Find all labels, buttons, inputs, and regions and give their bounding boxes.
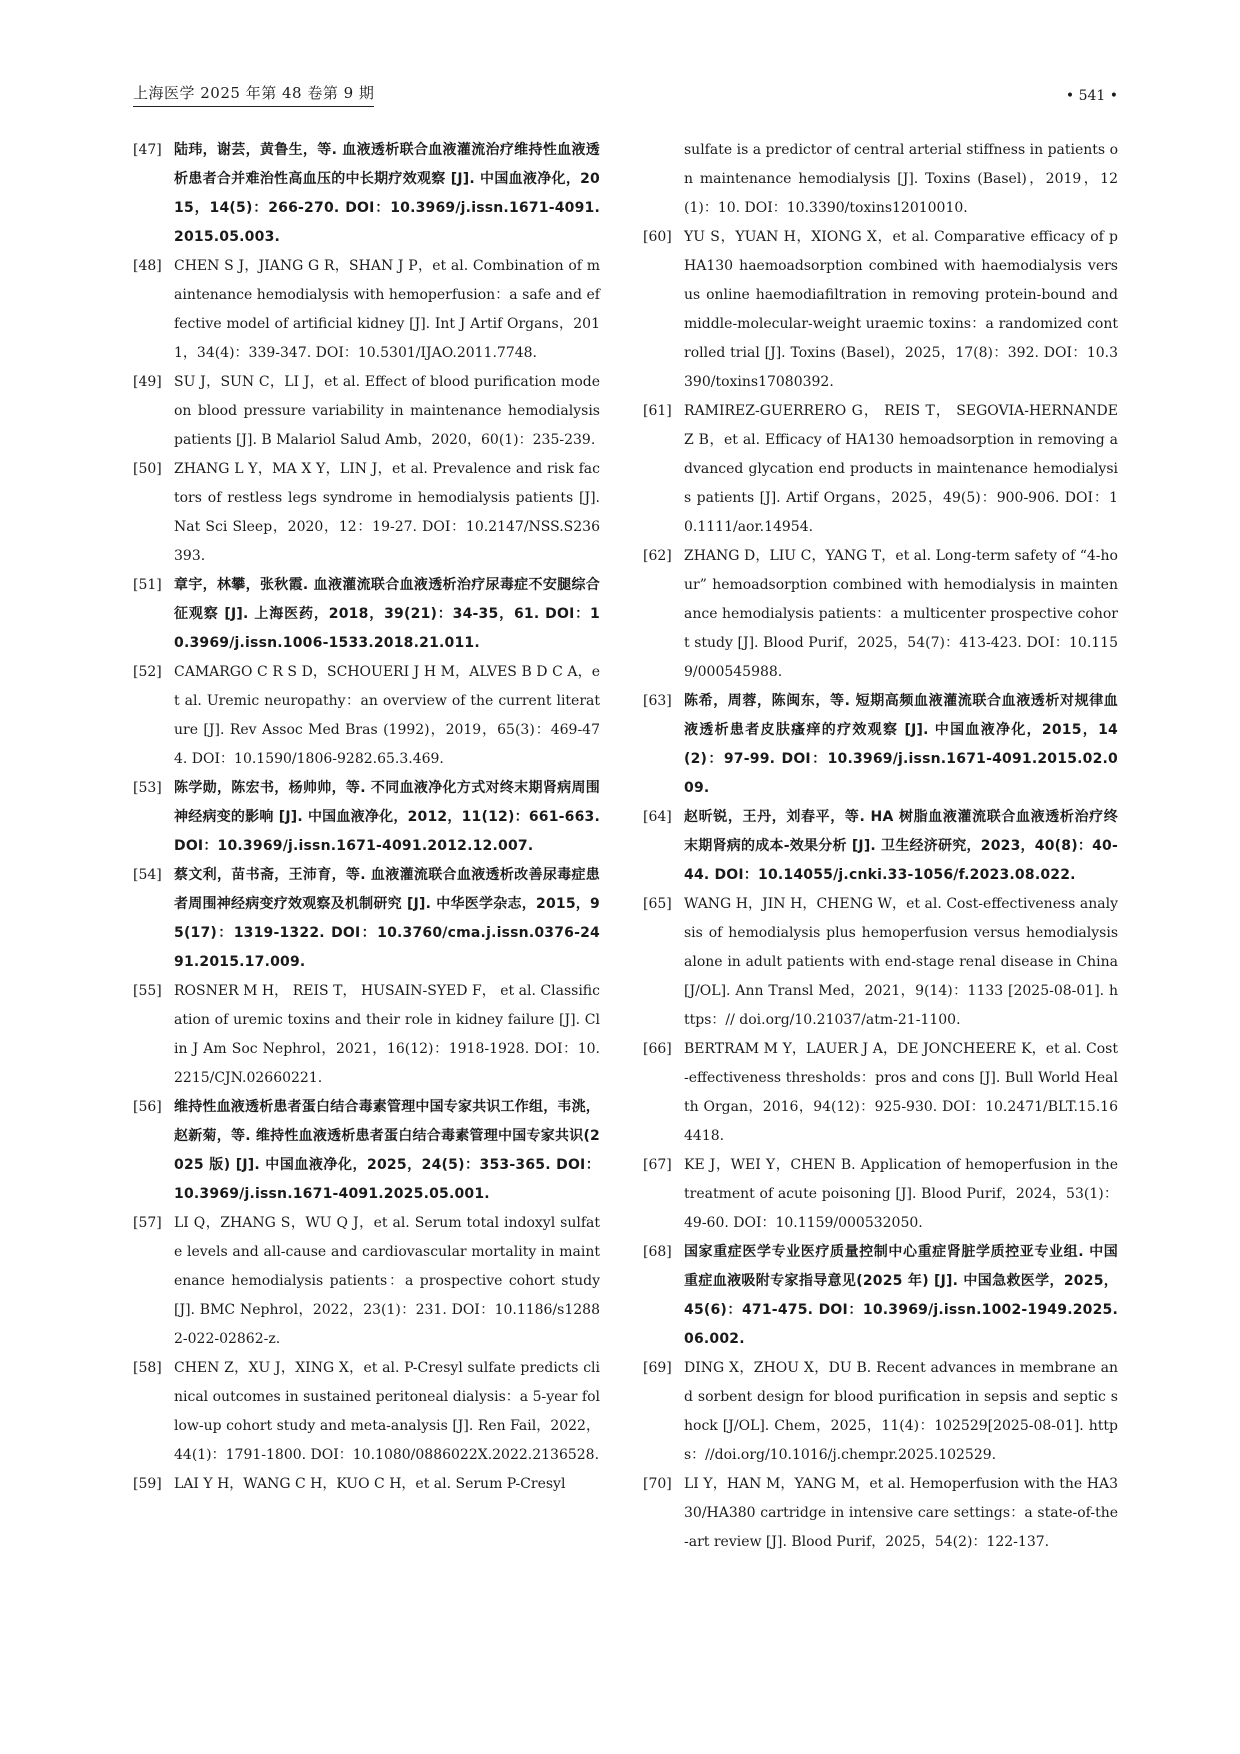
reference-item (133, 1354, 600, 1470)
reference-item (133, 1470, 600, 1499)
reference-number: [49] (133, 374, 162, 390)
reference-number: [67] (643, 1157, 672, 1173)
reference-item (133, 1093, 600, 1209)
reference-item (643, 687, 1118, 803)
reference-item (133, 977, 600, 1093)
reference-number: [70] (643, 1476, 672, 1492)
reference-number: [56] (133, 1099, 162, 1115)
reference-item (643, 397, 1118, 542)
reference-item (133, 136, 600, 252)
reference-text: LI Y，HAN M，YANG M，et al. Hemoperfusion with the HA330/HA380 cartridge in intensive care settings：a state-of-the-art review [J]. Blood Purif，2025，54(2)：122-137. (684, 1476, 1118, 1550)
reference-text: CHEN Z，XU J，XING X，et al. P-Cresyl sulfate predicts clinical outcomes in sustained peritoneal dialysis：a 5-year follow-up cohort study and meta-analysis [J]. Ren Fail，2022，44(1)：1791-1800. DOI：10.1080/0886022X.2022.2136528. (174, 1360, 600, 1463)
reference-text: DING X，ZHOU X，DU B. Recent advances in membrane and sorbent design for blood purification in sepsis and septic shock [J/OL]. Chem，2025，11(4)：102529[2025-08-01]. https：//doi.org/10.1016/j.chempr.2025.102529. (684, 1360, 1118, 1463)
reference-number: [59] (133, 1476, 162, 1492)
reference-text: LI Q，ZHANG S，WU Q J，et al. Serum total indoxyl sulfate levels and all-cause and cardiovascular mortality in maintenance hemodialysis patients：a prospective cohort study [J]. BMC Nephrol，2022，23(1)：231. DOI：10.1186/s12882-022-02862-z. (174, 1215, 600, 1347)
reference-number: [51] (133, 577, 162, 593)
reference-text: ZHANG L Y，MA X Y，LIN J，et al. Prevalence and risk factors of restless legs syndrome in hemodialysis patients [J]. Nat Sci Sleep，2020，12：19-27. DOI：10.2147/NSS.S236393. (174, 461, 600, 564)
reference-item (643, 1035, 1118, 1151)
reference-item (643, 1151, 1118, 1238)
reference-text: 陆玮，谢芸，黄鲁生，等. 血液透析联合血液灌流治疗维持性血液透析患者合并难治性高血压的中长期疗效观察 [J]. 中国血液净化，2015，14(5)：266-270. DOI：10.3969/j.issn.1671-4091.2015.05.003. (174, 142, 600, 245)
reference-text: BERTRAM M Y，LAUER J A，DE JONCHEERE K，et al. Cost-effectiveness thresholds：pros and cons [J]. Bull World Health Organ，2016，94(12)：925-930. DOI：10.2471/BLT.15.164418. (684, 1041, 1118, 1144)
reference-item (643, 1238, 1118, 1354)
reference-text: sulfate is a predictor of central arterial stiffness in patients on maintenance hemodialysis [J]. Toxins (Basel)，2019，12(1)：10. DOI：10.3390/toxins12010010. (684, 142, 1118, 216)
reference-number: [69] (643, 1360, 672, 1376)
reference-item (643, 542, 1118, 687)
reference-text: CHEN S J，JIANG G R，SHAN J P，et al. Combination of maintenance hemodialysis with hemoperfusion：a safe and effective model of artificial kidney [J]. Int J Artif Organs，2011，34(4)：339-347. DOI：10.5301/IJAO.2011.7748. (174, 258, 600, 361)
reference-number: [62] (643, 548, 672, 564)
reference-number: [64] (643, 809, 672, 825)
reference-item (643, 223, 1118, 397)
reference-text: ZHANG D，LIU C，YANG T，et al. Long-term safety of “4-hour” hemoadsorption combined with hemodialysis in maintenance hemodialysis patients：a multicenter prospective cohort study [J]. Blood Purif，2025，54(7)：413-423. DOI：10.1159/000545988. (684, 548, 1118, 680)
reference-text: WANG H，JIN H，CHENG W，et al. Cost-effectiveness analysis of hemodialysis plus hemoperfusion versus hemodialysis alone in adult patients with end-stage renal disease in China[J/OL]. Ann Transl Med，2021，9(14)：1133 [2025-08-01]. https：// doi.org/10.21037/atm-21-1100. (684, 896, 1118, 1028)
reference-text: RAMIREZ-GUERRERO G， REIS T， SEGOVIA-HERNANDEZ B，et al. Efficacy of HA130 hemoadsorption in removing advanced glycation end products in maintenance hemodialysis patients [J]. Artif Organs，2025，49(5)：900-906. DOI：10.1111/aor.14954. (684, 403, 1118, 535)
journal-title: 上海医学 2025 年第 48 卷第 9 期 (133, 82, 374, 107)
reference-number: [61] (643, 403, 672, 419)
reference-text: 蔡文利，苗书斋，王沛育，等. 血液灌流联合血液透析改善尿毒症患者周围神经病变疗效观察及机制研究 [J]. 中华医学杂志，2015，95(17)：1319-1322. DOI：10.3760/cma.j.issn.0376-2491.2015.17.009. (174, 867, 600, 970)
reference-item (133, 774, 600, 861)
reference-number: [50] (133, 461, 162, 477)
reference-item (643, 136, 1118, 223)
reference-number: [68] (643, 1244, 672, 1260)
page-number: • 541 • (1065, 88, 1118, 104)
reference-text: 章宇，林攀，张秋霞. 血液灌流联合血液透析治疗尿毒症不安腿综合征观察 [J]. 上海医药，2018，39(21)：34-35，61. DOI：10.3969/j.issn.1006-1533.2018.21.011. (174, 577, 600, 651)
reference-number: [52] (133, 664, 162, 680)
reference-text: 赵昕锐，王丹，刘春平，等. HA 树脂血液灌流联合血液透析治疗终末期肾病的成本-效果分析 [J]. 卫生经济研究，2023，40(8)：40-44. DOI：10.14055/j.cnki.33-1056/f.2023.08.022. (684, 809, 1118, 883)
reference-number: [63] (643, 693, 672, 709)
reference-number: [53] (133, 780, 162, 796)
reference-text: 陈学勋，陈宏书，杨帅帅，等. 不同血液净化方式对终末期肾病周围神经病变的影响 [J]. 中国血液净化，2012，11(12)：661-663. DOI：10.3969/j.issn.1671-4091.2012.12.007. (174, 780, 600, 854)
reference-text: LAI Y H，WANG C H，KUO C H，et al. Serum P-Cresyl (174, 1476, 566, 1492)
right-column (643, 136, 1118, 1557)
reference-text: ROSNER M H， REIS T， HUSAIN-SYED F， et al. Classification of uremic toxins and their role in kidney failure [J]. Clin J Am Soc Nephrol，2021，16(12)：1918-1928. DOI：10.2215/CJN.02660221. (174, 983, 600, 1086)
reference-text: 陈希，周蓉，陈闽东，等. 短期高频血液灌流联合血液透析对规律血液透析患者皮肤瘙痒的疗效观察 [J]. 中国血液净化，2015，14(2)：97-99. DOI：10.3969/j.issn.1671-4091.2015.02.009. (684, 693, 1118, 796)
reference-text: 维持性血液透析患者蛋白结合毒素管理中国专家共识工作组，韦洮，赵新菊，等. 维持性血液透析患者蛋白结合毒素管理中国专家共识(2025 版) [J]. 中国血液净化，2025，24(5)：353-365. DOI：10.3969/j.issn.1671-4091.2025.05.001. (174, 1099, 600, 1202)
reference-item (133, 368, 600, 455)
reference-text: 国家重症医学专业医疗质量控制中心重症肾脏学质控亚专业组. 中国重症血液吸附专家指导意见(2025 年) [J]. 中国急救医学，2025，45(6)：471-475. DOI：10.3969/j.issn.1002-1949.2025.06.002. (684, 1244, 1118, 1347)
page-header (133, 78, 1118, 108)
reference-item (643, 1470, 1118, 1557)
reference-item (643, 890, 1118, 1035)
reference-number: [60] (643, 229, 672, 245)
reference-text: SU J，SUN C，LI J，et al. Effect of blood purification mode on blood pressure variability in maintenance hemodialysis patients [J]. B Malariol Salud Amb，2020，60(1)：235-239. (174, 374, 600, 448)
reference-item (133, 1209, 600, 1354)
reference-item (133, 861, 600, 977)
reference-number: [65] (643, 896, 672, 912)
reference-item (133, 455, 600, 571)
reference-number: [55] (133, 983, 162, 999)
left-column (133, 136, 600, 1499)
reference-number: [66] (643, 1041, 672, 1057)
reference-number: [57] (133, 1215, 162, 1231)
reference-number: [54] (133, 867, 162, 883)
reference-item (133, 571, 600, 658)
reference-item (643, 1354, 1118, 1470)
reference-number: [58] (133, 1360, 162, 1376)
reference-number: [48] (133, 258, 162, 274)
reference-item (643, 803, 1118, 890)
reference-item (133, 658, 600, 774)
reference-number: [47] (133, 142, 162, 158)
reference-text: YU S，YUAN H，XIONG X，et al. Comparative efficacy of pHA130 haemoadsorption combined with haemodialysis versus online haemodiafiltration in removing protein-bound and middle-molecular-weight uraemic toxins：a randomized controlled trial [J]. Toxins (Basel)，2025，17(8)：392. DOI：10.3390/toxins17080392. (684, 229, 1118, 390)
reference-text: CAMARGO C R S D，SCHOUERI J H M，ALVES B D C A，et al. Uremic neuropathy：an overview of the current literature [J]. Rev Assoc Med Bras (1992)，2019，65(3)：469-474. DOI：10.1590/1806-9282.65.3.469. (174, 664, 600, 767)
reference-item (133, 252, 600, 368)
reference-text: KE J，WEI Y，CHEN B. Application of hemoperfusion in the treatment of acute poisoning [J]. Blood Purif，2024，53(1)：49-60. DOI：10.1159/000532050. (684, 1157, 1118, 1231)
